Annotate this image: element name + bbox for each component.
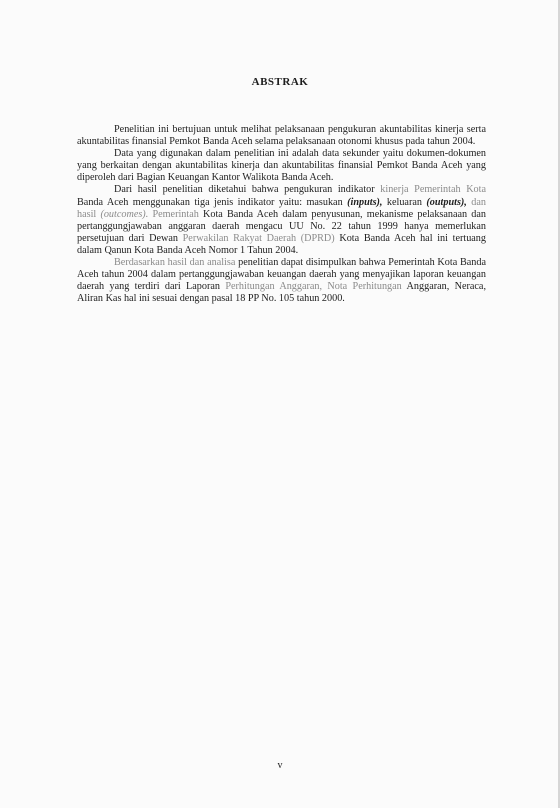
paragraph-text: penelitian dapat disimpulkan bahwa Pemerintah Kota Banda Aceh tahun 2004 dalam pertanggungjawaban keuangan daerah yang menyajikan laporan keuangan daerah yang terdiri dari Laporan (77, 257, 486, 293)
paragraph-text: Penelitian ini bertujuan untuk melihat pelaksanaan pengukuran akuntabilitas kinerja serta akuntabilitas finansial Pemkot Banda Aceh selama pelaksanaan otonomi khusus pada tahun 2004. (77, 124, 486, 148)
paragraph-text: Perhitungan Anggaran, Nota Perhitungan (225, 281, 402, 293)
abstract-paragraph (77, 184, 486, 257)
paragraph-text: keluaran (382, 196, 427, 208)
paragraph-text: Pemerintah (152, 208, 199, 220)
page-number: v (277, 760, 283, 771)
paragraph-text: Banda Aceh menggunakan tiga jenis indikator yaitu: masukan (77, 196, 348, 208)
paragraph-text: Kota Banda Aceh hal ini tertuang dalam Qanun Kota Banda Aceh Nomor 1 Tahun 2004. (77, 232, 486, 256)
abstract-paragraph (77, 257, 486, 305)
paragraph-text: (outcomes). (100, 208, 149, 220)
paragraph-text: (inputs), (347, 196, 383, 208)
paragraph-text: (outputs), (426, 196, 467, 208)
abstract-body (77, 124, 486, 305)
paragraph-text: dan hasil (77, 196, 486, 220)
paragraph-text: Berdasarkan hasil dan analisa (114, 257, 236, 269)
paragraph-text: Kota Banda Aceh dalam penyusunan, mekanisme pelaksanaan dan pertanggungjawaban anggaran daerah mengacu UU No. 22 tahun 1999 hanya memerlukan persetujuan dari Dewan (77, 208, 487, 244)
paragraph-text: Anggaran, Neraca, Aliran Kas hal ini sesuai dengan pasal 18 PP No. 105 tahun 2000. (77, 281, 486, 305)
abstract-paragraph (77, 124, 486, 148)
paragraph-text: Dari hasil penelitian diketahui bahwa pengukuran indikator (114, 184, 381, 196)
paragraph-text: Data yang digunakan dalam penelitian ini adalah data sekunder yaitu dokumen-dokumen yang berkaitan dengan akuntabilitas kinerja dan akuntabilitas finansial Pemkot Banda Aceh yang diperoleh dari Bagian Keuangan Kantor Walikota Banda Aceh. (77, 148, 486, 184)
abstract-paragraph (77, 148, 486, 184)
paragraph-text: Perwakilan Rakyat Daerah (DPRD) (182, 232, 335, 244)
document-title: ABSTRAK (251, 76, 309, 88)
paragraph-text: kinerja Pemerintah Kota (380, 184, 486, 196)
